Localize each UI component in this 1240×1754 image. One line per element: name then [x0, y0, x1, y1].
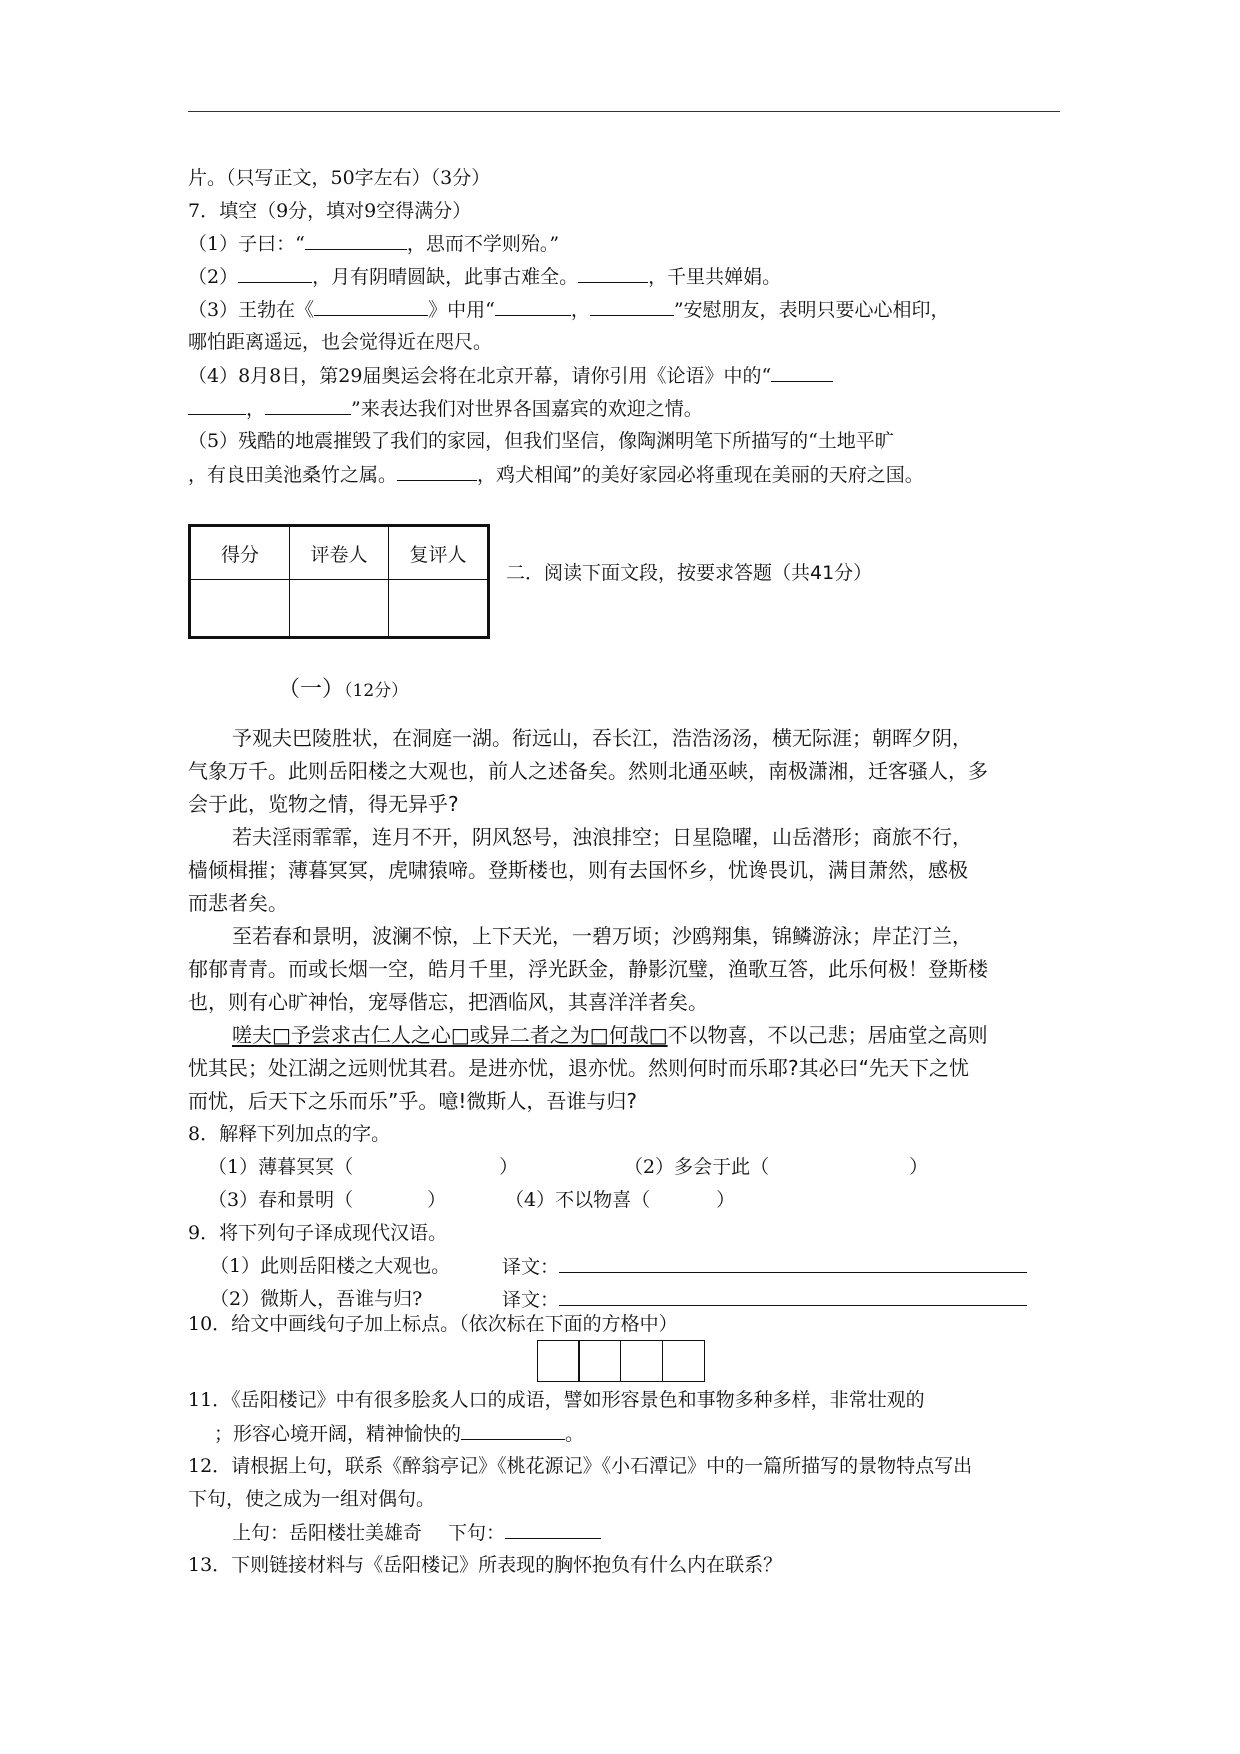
q8-item-1-text: （1）薄暮冥冥（ [208, 1156, 354, 1178]
q8-item-1-close: ） [499, 1156, 519, 1178]
grader-header: 评卷人 [290, 526, 389, 580]
passage-p1-line1: 予观夫巴陵胜状，在洞庭一湖。衔远山，吞长江，浩浩汤汤，横无际涯；朝晖夕阴， [232, 726, 972, 750]
q8-item-3-close: ） [427, 1189, 447, 1211]
q12-line1: 12．请根据上句，联系《醉翁亭记》《桃花源记》《小石潭记》中的一篇所描写的景物特点写出 [188, 1455, 973, 1477]
q7-item-3-text-c: ， [570, 299, 590, 321]
q9-sentence-1: （1）此则岳阳楼之大观也。 [210, 1255, 451, 1277]
q7-item-3-text-d: ”安慰朋友，表明只要心心相印， [673, 299, 950, 321]
passage-p4-line1-rest: 不以物喜，不以己悲；居庙堂之高则 [667, 1023, 988, 1047]
answer-blank[interactable] [265, 396, 351, 415]
q7-item-4-text-c: ”来表达我们对世界各国嘉宾的欢迎之情。 [351, 398, 703, 420]
passage-p4-line2: 忧其民；处江湖之远则忧其君。是进亦忧，退亦忧。然则何时而乐耶?其必曰“先天下之忧 [188, 1056, 969, 1080]
passage-p4-line3: 而忧，后天下之乐而乐”乎。噫!微斯人，吾谁与归? [188, 1089, 637, 1113]
passage-p1-line2: 气象万千。此则岳阳楼之大观也，前人之述备矣。然则北通巫峡，南极潇湘，迁客骚人，多 [188, 759, 988, 783]
q7-item-3-text: （3）王勃在《 [188, 299, 315, 321]
punctuation-boxes [538, 1340, 705, 1382]
q8-item-2 [624, 1155, 1240, 1179]
q7-item-3-text-b: 》中用“ [428, 299, 495, 321]
q12-couplet [232, 1520, 1132, 1545]
top-fragment: 片。（只写正文，50字左右）（3分） [188, 167, 491, 189]
punctuation-box[interactable] [537, 1340, 580, 1382]
part-1-points: （12分） [344, 681, 409, 701]
answer-blank[interactable] [590, 297, 674, 316]
q7-item-5-line2 [188, 462, 1088, 487]
answer-blank[interactable] [238, 264, 312, 283]
q7-title: 7．填空（9分，填对9空得满分） [188, 200, 472, 222]
q9-sentence-2: （2）微斯人，吾谁与归? [210, 1288, 423, 1310]
q13-title: 13．下则链接材料与《岳阳楼记》所表现的胸怀抱负有什么内在联系？ [188, 1554, 783, 1576]
q7-item-3 [188, 297, 1088, 322]
q11-line2 [214, 1421, 1114, 1446]
q9-translation-label: 译文： [502, 1289, 560, 1311]
q8-item-2-text: （2）多会于此（ [624, 1156, 770, 1178]
answer-blank[interactable] [771, 363, 833, 382]
q7-item-4 [188, 363, 1088, 388]
q12-line2: 下句，使之成为一组对偶句。 [188, 1488, 436, 1510]
q8-item-2-close: ） [909, 1156, 929, 1178]
passage-p1-line3: 会于此，览物之情，得无异乎? [188, 792, 459, 816]
q7-item-1-text-end: ，思而不学则殆。” [406, 233, 560, 255]
q7-item-2 [188, 264, 1088, 289]
answer-blank[interactable] [314, 297, 428, 316]
passage-p2-line2: 樯倾楫摧；薄暮冥冥，虎啸猿啼。登斯楼也，则有去国怀乡，忧谗畏讥，满目萧然，感极 [188, 858, 968, 882]
q7-item-5-text: ，有良田美池桑竹之属。 [188, 464, 398, 486]
punctuation-box[interactable] [578, 1340, 621, 1382]
q11-line1: 11．《岳阳楼记》中有很多脍炙人口的成语，譬如形容景色和事物多种多样，非常壮观的 [188, 1389, 925, 1411]
q8-item-4 [505, 1188, 1240, 1212]
translation-blank[interactable] [559, 1254, 1027, 1273]
q8-item-4-close: ） [716, 1189, 736, 1211]
q7-item-1-text: （1）子曰：“ [188, 233, 305, 255]
q8-item-4-text: （4）不以物喜（ [505, 1189, 651, 1211]
passage-p3-line2: 郁郁青青。而或长烟一空，皓月千里，浮光跃金，静影沉璧，渔歌互答，此乐何极！登斯楼 [188, 957, 988, 981]
q12-upper-line: 上句：岳阳楼壮美雄奇 [232, 1522, 423, 1544]
section-2-title: 二．阅读下面文段，按要求答题（共41分） [506, 562, 873, 584]
reviewer-cell[interactable] [389, 580, 489, 638]
header-rule [188, 111, 1060, 112]
q8-title: 8．解释下列加点的字。 [188, 1123, 391, 1145]
q7-item-2-text-end: ，千里共婵娟。 [648, 266, 782, 288]
q11-line2-text: ；形容心境开阔，精神愉快的 [214, 1423, 462, 1445]
q9-translation-2 [502, 1287, 1240, 1312]
answer-blank[interactable] [188, 396, 246, 415]
q7-item-5-text-end: ，鸡犬相闻”的美好家园必将重现在美丽的天府之国。 [477, 464, 924, 486]
part-1-label: （一） [278, 677, 345, 702]
q9-translation-label: 译文： [502, 1256, 560, 1278]
q7-item-2-text: （2） [188, 266, 239, 288]
passage-p2-line1: 若夫淫雨霏霏，连月不开，阴风怒号，浊浪排空；日星隐曜，山岳潜形；商旅不行， [232, 825, 972, 849]
underlined-sentence: 嗟夫□予尝求古仁人之心□或异二者之为□何哉□ [232, 1023, 668, 1047]
q7-item-3-line2: 哪怕距离遥远，也会觉得近在咫尺。 [188, 331, 493, 353]
score-table [188, 524, 490, 639]
q7-item-1 [188, 231, 1088, 256]
q11-line2-end: 。 [565, 1423, 585, 1445]
q7-item-4-text-b: ， [246, 398, 266, 420]
score-header: 得分 [190, 526, 290, 580]
part-1-heading [278, 672, 408, 703]
q7-item-4-text: （4）8月8日，第29届奥运会将在北京开幕，请你引用《论语》中的“ [188, 365, 772, 387]
translation-blank[interactable] [559, 1287, 1027, 1306]
passage-p3-line1: 至若春和景明，波澜不惊，上下天光，一碧万顷；沙鸥翔集，锦鳞游泳；岸芷汀兰， [232, 924, 972, 948]
punctuation-box[interactable] [620, 1340, 663, 1382]
reviewer-header: 复评人 [389, 526, 489, 580]
q8-item-3-text: （3）春和景明（ [208, 1189, 354, 1211]
passage-p2-line3: 而悲者矣。 [188, 891, 288, 915]
q7-item-5: （5）残酷的地震摧毁了我们的家园，但我们坚信，像陶渊明笔下所描写的“土地平旷 [188, 430, 894, 452]
punctuation-box[interactable] [662, 1340, 705, 1382]
grader-cell[interactable] [290, 580, 389, 638]
q9-translation-1 [502, 1254, 1240, 1279]
q12-lower-label: 下句： [448, 1522, 506, 1544]
answer-blank[interactable] [495, 297, 571, 316]
answer-blank[interactable] [505, 1520, 601, 1539]
q7-item-4-line2 [188, 396, 1088, 421]
score-cell[interactable] [190, 580, 290, 638]
q7-item-2-text-mid: ，月有阴晴圆缺，此事古难全。 [312, 266, 579, 288]
q10-title: 10．给文中画线句子加上标点。（依次标在下面的方格中） [188, 1313, 678, 1335]
answer-blank[interactable] [578, 264, 648, 283]
passage-p3-line3: 也，则有心旷神怡，宠辱偕忘，把酒临风，其喜洋洋者矣。 [188, 990, 708, 1014]
passage-p4-line1 [232, 1023, 1132, 1047]
answer-blank[interactable] [461, 1421, 565, 1440]
answer-blank[interactable] [397, 462, 477, 481]
q9-title: 9．将下列句子译成现代汉语。 [188, 1222, 448, 1244]
answer-blank[interactable] [305, 231, 407, 250]
